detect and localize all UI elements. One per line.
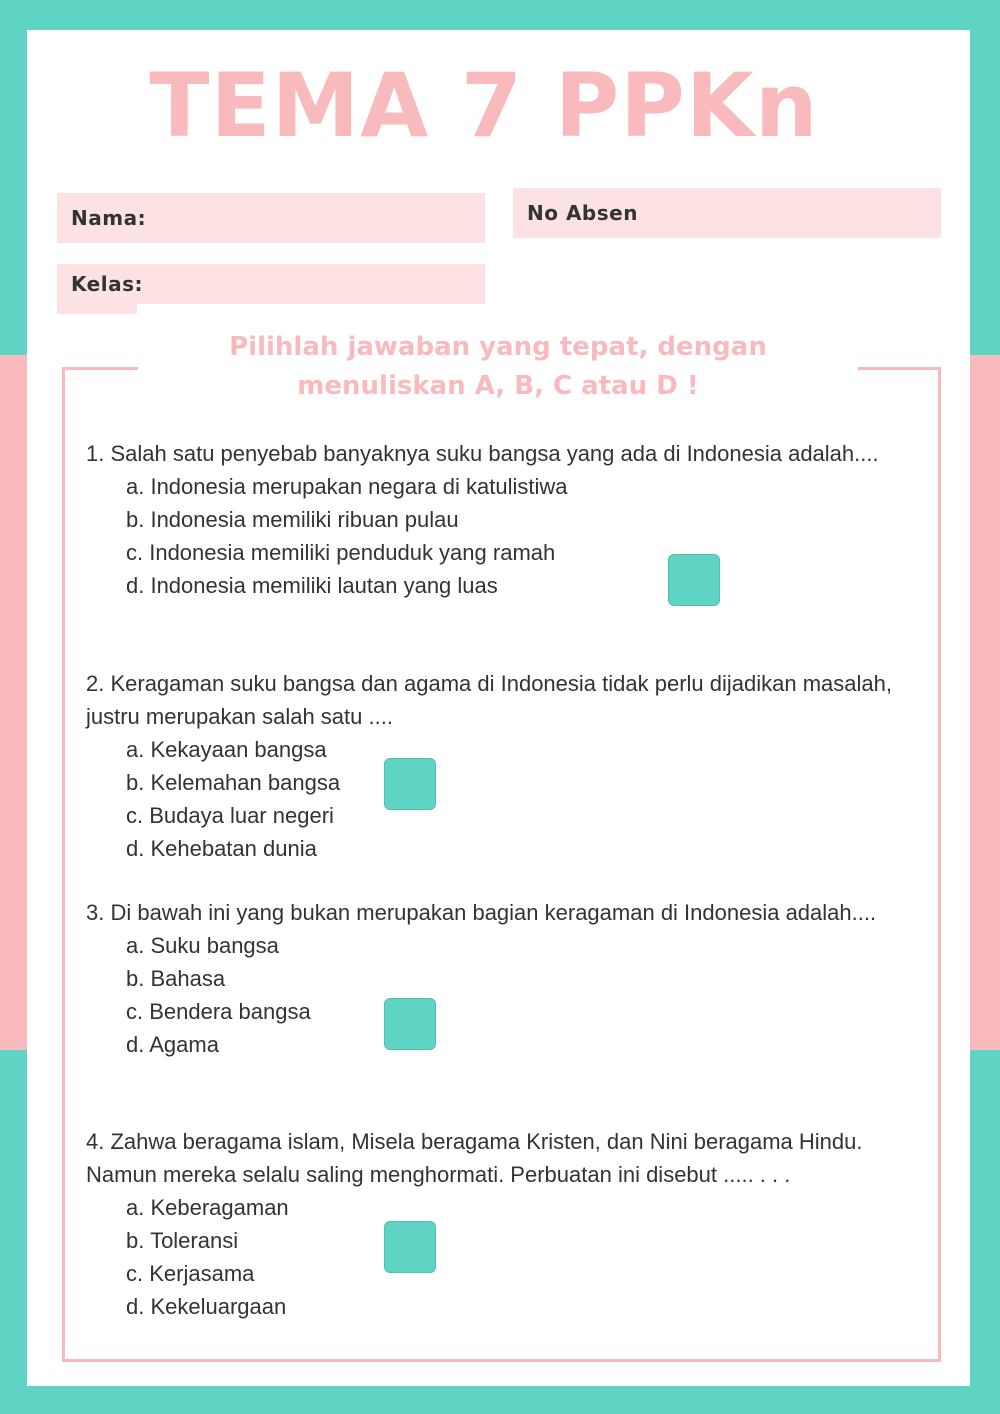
question-4 [86, 1125, 926, 1323]
answer-box-4[interactable] [384, 1221, 436, 1273]
question-stem: 1. Salah satu penyebab banyaknya suku bangsa yang ada di Indonesia adalah.... [86, 441, 879, 466]
nama-field[interactable]: Nama: [57, 193, 485, 243]
option-b: b. Indonesia memiliki ribuan pulau [126, 507, 459, 532]
no-absen-field[interactable]: No Absen [513, 188, 941, 238]
question-stem: 3. Di bawah ini yang bukan merupakan bagian keragaman di Indonesia adalah.... [86, 900, 877, 925]
instruction-line-2: menuliskan A, B, C atau D ! [297, 371, 699, 401]
question-1 [86, 437, 926, 602]
option-b: b. Toleransi [126, 1228, 239, 1253]
page-title: TEMA 7 PPKn [149, 54, 819, 157]
answer-box-1[interactable] [668, 554, 720, 606]
question-2 [86, 667, 926, 865]
option-d: d. Indonesia memiliki lautan yang luas [126, 573, 498, 598]
answer-box-2[interactable] [384, 758, 436, 810]
question-stem: 2. Keragaman suku bangsa dan agama di Indonesia tidak perlu dijadikan masalah, justru merupakan salah satu .... [86, 671, 892, 729]
option-d: d. Kehebatan dunia [126, 836, 317, 861]
question-3 [86, 896, 926, 1061]
option-a: a. Indonesia merupakan negara di katulistiwa [126, 474, 568, 499]
option-c: c. Indonesia memiliki penduduk yang ramah [126, 540, 556, 565]
option-a: a. Suku bangsa [126, 933, 279, 958]
option-a: a. Keberagaman [126, 1195, 289, 1220]
option-d: d. Agama [126, 1032, 219, 1057]
option-b: b. Bahasa [126, 966, 226, 991]
instruction-line-1: Pilihlah jawaban yang tepat, dengan [229, 332, 767, 362]
option-d: d. Kekeluargaan [126, 1294, 287, 1319]
answer-box-3[interactable] [384, 998, 436, 1050]
option-c: c. Kerjasama [126, 1261, 255, 1286]
option-c: c. Budaya luar negeri [126, 803, 334, 828]
option-b: b. Kelemahan bangsa [126, 770, 341, 795]
kelas-field[interactable]: Kelas: [57, 264, 485, 304]
option-c: c. Bendera bangsa [126, 999, 311, 1024]
instruction-heading [138, 328, 858, 406]
question-stem: 4. Zahwa beragama islam, Misela beragama Kristen, dan Nini beragama Hindu. Namun mereka selalu saling menghormati. Perbuatan ini disebut ..... . . . [86, 1129, 863, 1187]
kelas-field-tab [57, 300, 137, 314]
option-a: a. Kekayaan bangsa [126, 737, 327, 762]
